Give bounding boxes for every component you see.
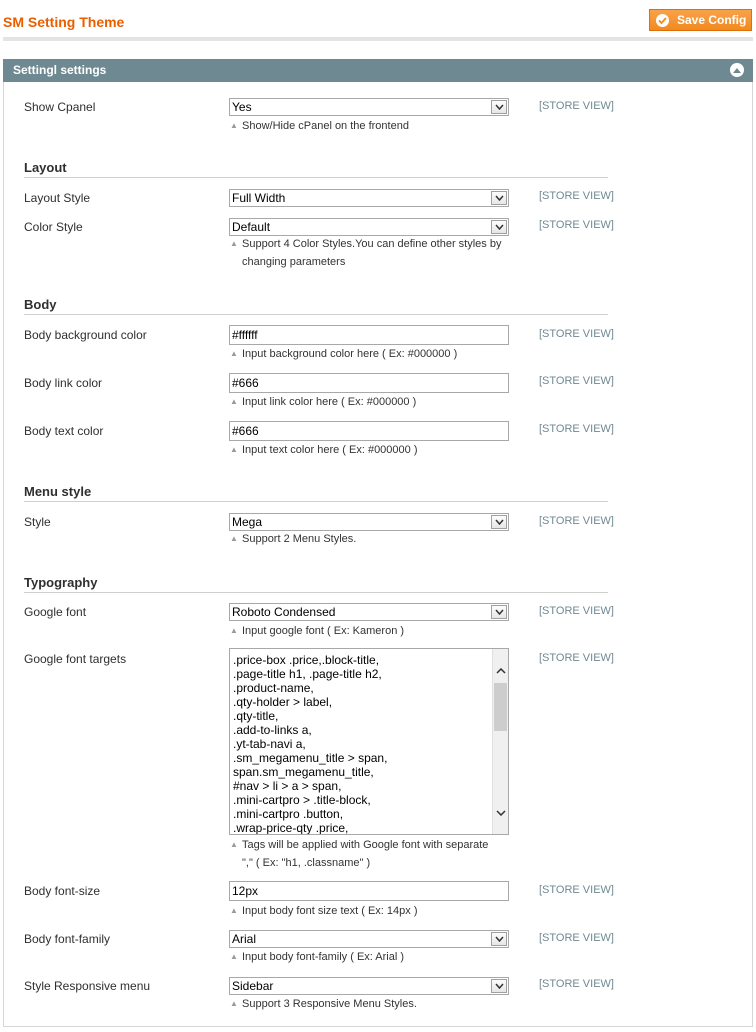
menu-style-label: Style	[24, 515, 51, 529]
body-bg-color-label: Body background color	[24, 328, 147, 342]
textarea-line: .yt-tab-navi a,	[233, 737, 306, 751]
menu-style-select[interactable]	[229, 513, 509, 531]
chevron-down-icon	[491, 191, 507, 205]
textarea-line: .qty-holder > label,	[233, 695, 333, 709]
show-cpanel-value: Yes	[232, 100, 252, 114]
triangle-up-icon: ▲	[230, 534, 238, 543]
scope-label: [STORE VIEW]	[539, 423, 614, 435]
body-font-size-label: Body font-size	[24, 884, 101, 898]
triangle-up-icon: ▲	[230, 952, 238, 961]
triangle-up-icon: ▲	[230, 906, 238, 915]
scope-label: [STORE VIEW]	[539, 978, 614, 990]
body-link-color-note: ▲ Input link color here ( Ex: #000000 )	[230, 393, 510, 411]
scope-label: [STORE VIEW]	[539, 605, 614, 617]
scope-label: [STORE VIEW]	[539, 932, 614, 944]
body-link-color-input[interactable]: #666	[229, 373, 509, 393]
fieldset-title: Settingl settings	[13, 63, 107, 77]
menu-style-value: Mega	[232, 515, 263, 529]
scope-label: [STORE VIEW]	[539, 100, 614, 112]
textarea-line: #nav > li > a > span,	[233, 779, 342, 793]
body-text-color-label: Body text color	[24, 424, 104, 438]
body-bg-color-note: ▲ Input background color here ( Ex: #000000 )	[230, 345, 510, 363]
body-font-family-label: Body font-family	[24, 932, 111, 946]
triangle-up-icon: ▲	[230, 121, 238, 130]
show-cpanel-note: ▲ Show/Hide cPanel on the frontend	[230, 117, 510, 135]
google-font-select[interactable]	[229, 603, 509, 621]
triangle-up-icon: ▲	[230, 397, 238, 406]
scroll-up-icon[interactable]	[493, 663, 508, 679]
responsive-menu-note: ▲ Support 3 Responsive Menu Styles.	[230, 995, 510, 1013]
page-title: SM Setting Theme	[3, 14, 125, 30]
color-style-select[interactable]	[229, 218, 509, 236]
font-targets-textarea[interactable]	[229, 648, 509, 835]
chevron-down-icon	[491, 100, 507, 114]
body-font-family-select[interactable]	[229, 930, 509, 948]
chevron-down-icon	[491, 515, 507, 529]
scope-label: [STORE VIEW]	[539, 190, 614, 202]
layout-style-select[interactable]	[229, 189, 509, 207]
save-config-label: Save Config	[677, 13, 747, 27]
show-cpanel-label: Show Cpanel	[24, 100, 96, 114]
body-text-color-note: ▲ Input text color here ( Ex: #000000 )	[230, 441, 510, 459]
google-font-label: Google font	[24, 605, 87, 619]
section-divider	[24, 592, 608, 593]
scrollbar-thumb[interactable]	[494, 683, 507, 731]
color-style-value: Default	[232, 220, 271, 234]
font-targets-note: ▲ Tags will be applied with Google font with separate "," ( Ex: "h1, .classname" )	[230, 836, 510, 872]
font-targets-label: Google font targets	[24, 652, 127, 666]
section-divider	[24, 177, 608, 178]
header-divider	[3, 37, 753, 41]
layout-style-value: Full Width	[232, 191, 286, 205]
responsive-menu-select[interactable]	[229, 977, 509, 995]
color-style-label: Color Style	[24, 220, 83, 234]
scope-label: [STORE VIEW]	[539, 328, 614, 340]
chevron-down-icon	[491, 605, 507, 619]
triangle-up-icon: ▲	[230, 239, 238, 248]
google-font-note: ▲ Input google font ( Ex: Kameron )	[230, 622, 510, 640]
body-section-title: Body	[24, 297, 57, 312]
menu-style-note: ▲ Support 2 Menu Styles.	[230, 530, 510, 548]
google-font-value: Roboto Condensed	[232, 605, 336, 619]
textarea-line: .page-title h1, .page-title h2,	[233, 667, 382, 681]
check-icon	[656, 14, 669, 27]
chevron-down-icon	[491, 932, 507, 946]
show-cpanel-select[interactable]	[229, 98, 509, 116]
page-header	[0, 0, 756, 40]
body-font-size-input[interactable]: 12px	[229, 881, 509, 901]
scope-label: [STORE VIEW]	[539, 884, 614, 896]
triangle-up-icon: ▲	[230, 445, 238, 454]
fieldset-header[interactable]	[3, 59, 753, 82]
section-divider	[24, 501, 608, 502]
save-config-button[interactable]	[649, 9, 752, 31]
collapse-icon[interactable]	[730, 63, 744, 77]
body-link-color-label: Body link color	[24, 376, 103, 390]
textarea-line: .price-box .price,.block-title,	[233, 653, 380, 667]
textarea-line: .sm_megamenu_title > span,	[233, 751, 388, 765]
textarea-scrollbar[interactable]	[492, 649, 508, 834]
scope-label: [STORE VIEW]	[539, 219, 614, 231]
textarea-line: .mini-cartpro > .title-block,	[233, 793, 371, 807]
triangle-up-icon: ▲	[230, 999, 238, 1008]
body-bg-color-input[interactable]: #ffffff	[229, 325, 509, 345]
layout-style-label: Layout Style	[24, 191, 91, 205]
textarea-line: .add-to-links a,	[233, 723, 312, 737]
scroll-down-icon[interactable]	[493, 805, 508, 821]
body-font-family-note: ▲ Input body font-family ( Ex: Arial )	[230, 948, 510, 966]
layout-section-title: Layout	[24, 160, 67, 175]
textarea-line: .product-name,	[233, 681, 314, 695]
typography-section-title: Typography	[24, 575, 98, 590]
textarea-line: span.sm_megamenu_title,	[233, 765, 374, 779]
textarea-line: .qty-title,	[233, 709, 279, 723]
scope-label: [STORE VIEW]	[539, 515, 614, 527]
textarea-line: .wrap-price-qty .price,	[233, 821, 349, 835]
triangle-up-icon: ▲	[230, 349, 238, 358]
triangle-up-icon: ▲	[230, 626, 238, 635]
chevron-down-icon	[491, 979, 507, 993]
scope-label: [STORE VIEW]	[539, 652, 614, 664]
scope-label: [STORE VIEW]	[539, 375, 614, 387]
triangle-up-icon: ▲	[230, 840, 238, 849]
body-text-color-input[interactable]: #666	[229, 421, 509, 441]
body-font-size-note: ▲ Input body font size text ( Ex: 14px )	[230, 902, 510, 920]
chevron-down-icon	[491, 220, 507, 234]
responsive-menu-label: Style Responsive menu	[24, 979, 151, 993]
body-font-family-value: Arial	[232, 932, 257, 946]
color-style-note: ▲ Support 4 Color Styles.You can define other styles by changing parameters	[230, 235, 510, 271]
responsive-menu-value: Sidebar	[232, 979, 274, 993]
textarea-line: .mini-cartpro .button,	[233, 807, 344, 821]
section-divider	[24, 314, 608, 315]
menu-section-title: Menu style	[24, 484, 92, 499]
